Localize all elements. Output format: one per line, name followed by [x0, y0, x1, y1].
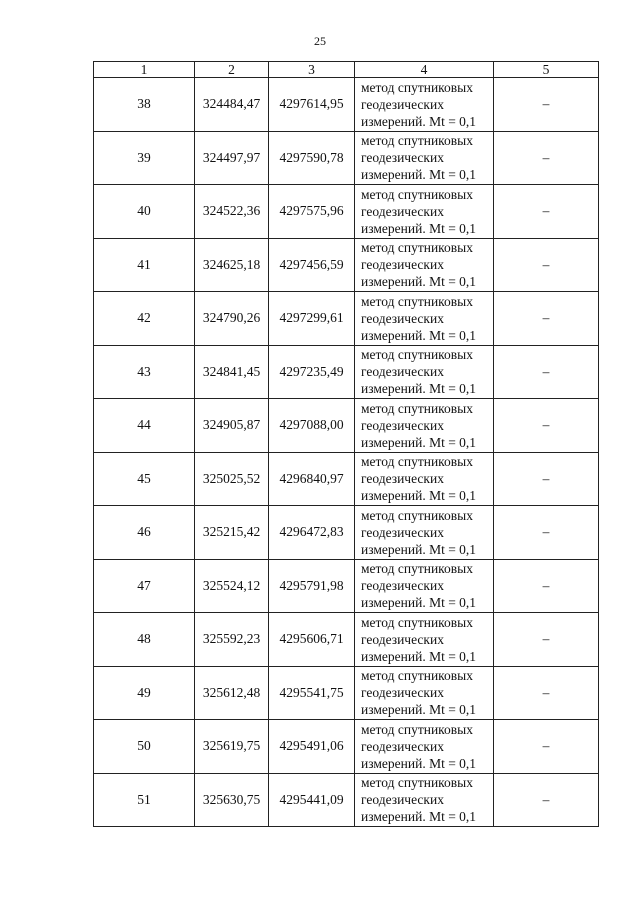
- method-cell: [355, 131, 494, 185]
- method-line: геодезических: [361, 685, 444, 701]
- y-coordinate-cell: 4295541,75: [269, 666, 355, 720]
- method-line: измерений. Mt = 0,1: [361, 167, 477, 183]
- method-line: геодезических: [361, 417, 444, 433]
- note-cell: –: [494, 773, 599, 827]
- y-coordinate-cell: 4297590,78: [269, 131, 355, 185]
- y-coordinate-cell: 4297575,96: [269, 185, 355, 239]
- method-line: геодезических: [361, 150, 444, 166]
- method-line: метод спутниковых: [361, 668, 473, 684]
- note-cell: –: [494, 452, 599, 506]
- coordinates-table: [93, 61, 599, 827]
- method-cell: [355, 238, 494, 292]
- method-cell: [355, 345, 494, 399]
- table-row: [94, 345, 599, 399]
- method-line: измерений. Mt = 0,1: [361, 220, 477, 236]
- method-line: метод спутниковых: [361, 240, 473, 256]
- note-cell: –: [494, 185, 599, 239]
- table-row: [94, 238, 599, 292]
- method-line: измерений. Mt = 0,1: [361, 702, 477, 718]
- y-coordinate-cell: 4297235,49: [269, 345, 355, 399]
- table-row: [94, 78, 599, 132]
- table-row: [94, 666, 599, 720]
- method-line: геодезических: [361, 203, 444, 219]
- note-cell: –: [494, 720, 599, 774]
- method-line: геодезических: [361, 471, 444, 487]
- method-cell: [355, 185, 494, 239]
- table-row: [94, 506, 599, 560]
- x-coordinate-cell: 324497,97: [195, 131, 269, 185]
- method-line: геодезических: [361, 631, 444, 647]
- point-number-cell: 42: [94, 292, 195, 346]
- method-line: измерений. Mt = 0,1: [361, 488, 477, 504]
- table-row: [94, 292, 599, 346]
- method-cell: [355, 666, 494, 720]
- method-line: геодезических: [361, 310, 444, 326]
- x-coordinate-cell: 325630,75: [195, 773, 269, 827]
- y-coordinate-cell: 4297456,59: [269, 238, 355, 292]
- point-number-cell: 41: [94, 238, 195, 292]
- y-coordinate-cell: 4295491,06: [269, 720, 355, 774]
- method-cell: [355, 613, 494, 667]
- point-number-cell: 45: [94, 452, 195, 506]
- y-coordinate-cell: 4297614,95: [269, 78, 355, 132]
- x-coordinate-cell: 325592,23: [195, 613, 269, 667]
- y-coordinate-cell: 4297088,00: [269, 399, 355, 453]
- method-line: геодезических: [361, 364, 444, 380]
- point-number-cell: 46: [94, 506, 195, 560]
- method-cell: [355, 78, 494, 132]
- note-cell: –: [494, 559, 599, 613]
- x-coordinate-cell: 325524,12: [195, 559, 269, 613]
- method-line: измерений. Mt = 0,1: [361, 595, 477, 611]
- header-col-4: 4: [355, 62, 494, 78]
- point-number-cell: 47: [94, 559, 195, 613]
- method-cell: [355, 452, 494, 506]
- point-number-cell: 51: [94, 773, 195, 827]
- method-line: геодезических: [361, 792, 444, 808]
- y-coordinate-cell: 4295441,09: [269, 773, 355, 827]
- method-line: метод спутниковых: [361, 293, 473, 309]
- method-cell: [355, 559, 494, 613]
- x-coordinate-cell: 325025,52: [195, 452, 269, 506]
- note-cell: –: [494, 292, 599, 346]
- method-line: метод спутниковых: [361, 186, 473, 202]
- method-line: измерений. Mt = 0,1: [361, 648, 477, 664]
- x-coordinate-cell: 325215,42: [195, 506, 269, 560]
- table-header: [94, 62, 599, 78]
- note-cell: –: [494, 131, 599, 185]
- table-row: [94, 452, 599, 506]
- method-line: измерений. Mt = 0,1: [361, 274, 477, 290]
- header-col-1: 1: [94, 62, 195, 78]
- method-line: метод спутниковых: [361, 79, 473, 95]
- point-number-cell: 50: [94, 720, 195, 774]
- table-row: [94, 185, 599, 239]
- table-row: [94, 613, 599, 667]
- header-col-2: 2: [195, 62, 269, 78]
- point-number-cell: 38: [94, 78, 195, 132]
- note-cell: –: [494, 399, 599, 453]
- method-line: метод спутниковых: [361, 775, 473, 791]
- point-number-cell: 39: [94, 131, 195, 185]
- table-row: [94, 559, 599, 613]
- y-coordinate-cell: 4296840,97: [269, 452, 355, 506]
- point-number-cell: 49: [94, 666, 195, 720]
- x-coordinate-cell: 324841,45: [195, 345, 269, 399]
- point-number-cell: 43: [94, 345, 195, 399]
- y-coordinate-cell: 4295606,71: [269, 613, 355, 667]
- x-coordinate-cell: 324484,47: [195, 78, 269, 132]
- y-coordinate-cell: 4297299,61: [269, 292, 355, 346]
- method-line: метод спутниковых: [361, 507, 473, 523]
- point-number-cell: 48: [94, 613, 195, 667]
- method-line: геодезических: [361, 257, 444, 273]
- header-row: [94, 62, 599, 78]
- method-line: измерений. Mt = 0,1: [361, 541, 477, 557]
- method-line: измерений. Mt = 0,1: [361, 327, 477, 343]
- note-cell: –: [494, 78, 599, 132]
- table-row: [94, 131, 599, 185]
- method-cell: [355, 773, 494, 827]
- method-line: измерений. Mt = 0,1: [361, 809, 477, 825]
- method-line: геодезических: [361, 578, 444, 594]
- header-col-3: 3: [269, 62, 355, 78]
- note-cell: –: [494, 613, 599, 667]
- table-row: [94, 773, 599, 827]
- method-line: метод спутниковых: [361, 614, 473, 630]
- method-line: измерений. Mt = 0,1: [361, 381, 477, 397]
- method-cell: [355, 506, 494, 560]
- method-cell: [355, 720, 494, 774]
- method-line: метод спутниковых: [361, 454, 473, 470]
- point-number-cell: 40: [94, 185, 195, 239]
- note-cell: –: [494, 666, 599, 720]
- method-line: метод спутниковых: [361, 347, 473, 363]
- method-line: метод спутниковых: [361, 400, 473, 416]
- point-number-cell: 44: [94, 399, 195, 453]
- method-line: измерений. Mt = 0,1: [361, 755, 477, 771]
- x-coordinate-cell: 324625,18: [195, 238, 269, 292]
- method-line: метод спутниковых: [361, 721, 473, 737]
- method-line: измерений. Mt = 0,1: [361, 113, 477, 129]
- table-body: [94, 78, 599, 827]
- x-coordinate-cell: 324522,36: [195, 185, 269, 239]
- note-cell: –: [494, 506, 599, 560]
- note-cell: –: [494, 238, 599, 292]
- method-line: геодезических: [361, 738, 444, 754]
- method-line: метод спутниковых: [361, 561, 473, 577]
- method-cell: [355, 399, 494, 453]
- y-coordinate-cell: 4296472,83: [269, 506, 355, 560]
- table-row: [94, 720, 599, 774]
- note-cell: –: [494, 345, 599, 399]
- x-coordinate-cell: 324790,26: [195, 292, 269, 346]
- page-number: 25: [314, 34, 326, 48]
- x-coordinate-cell: 325612,48: [195, 666, 269, 720]
- method-line: метод спутниковых: [361, 133, 473, 149]
- x-coordinate-cell: 325619,75: [195, 720, 269, 774]
- x-coordinate-cell: 324905,87: [195, 399, 269, 453]
- y-coordinate-cell: 4295791,98: [269, 559, 355, 613]
- method-cell: [355, 292, 494, 346]
- method-line: измерений. Mt = 0,1: [361, 434, 477, 450]
- method-line: геодезических: [361, 524, 444, 540]
- method-line: геодезических: [361, 96, 444, 112]
- table-row: [94, 399, 599, 453]
- header-col-5: 5: [494, 62, 599, 78]
